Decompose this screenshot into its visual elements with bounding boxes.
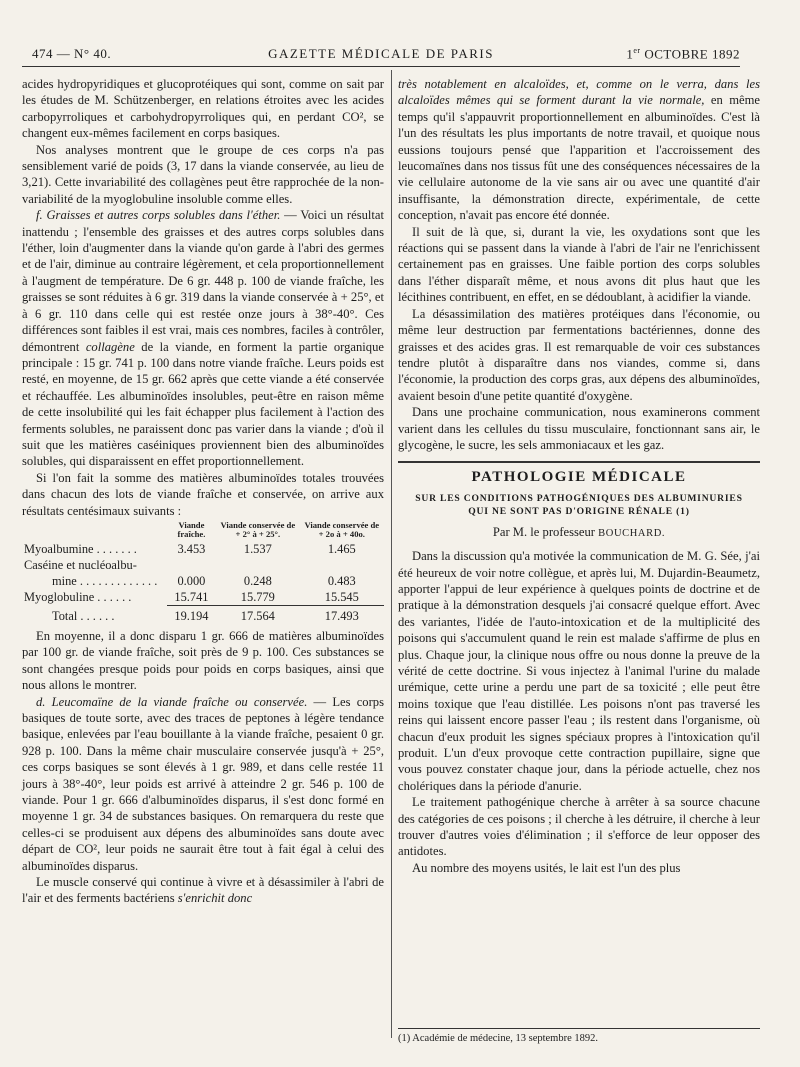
paragraph: Nos analyses montrent que le groupe de ces corps n'a pas sensiblement varié de poids (3, 17 dans la viande conservée, au lieu de 3,21). Cette invariabilité des collagènes peut être rapprochée de la non-variabilité de la myoglobuline insoluble comme elles. — [22, 142, 384, 206]
left-column — [22, 76, 384, 907]
paragraph: acides hydropyridiques et glucoprotéiques qui sont, comme on sait par les études de M. Schützenberger, en relations étroites avec les acides carbopyrroliques et carbohydropyrroliques qui, en perdant CO², se changent eux-mêmes facilement en corps basiques. — [22, 77, 384, 141]
paragraph: Le traitement pathogénique cherche à arrêter à sa source chacune des catégories de ces poisons ; il cherche à les détruire, il cherche à leur trouver d'autres voies d'élimination ; il s'efforce de leur opposer des antidotes. — [398, 795, 760, 859]
table-row: mine . . . . . . . . . . . . . 0.000 0.248 0.483 — [52, 573, 356, 588]
paragraph: d. Leucomaïne de la viande fraîche ou conservée. — Les corps basiques de toute sorte, avec des traces de peptones à légère tendance basique, enlevées par l'eau bouillante à la viande fraîche, pesaient 0 gr. 928 p. 100. Dans la même chair musculaire conservée jusqu'à + 25°, ces corps basiques se sont élevés à 1 gr. 989, et dans celle restée 11 jours à 38°-40°, leur poids est arrivé à atteindre 2 gr. 546 p. 100 de viande. Pour 1 gr. 666 d'albuminoïdes disparus, il s'est donc formé en moyenne 1 gr. 34 de substances basiques. On remarquera du reste que celles-ci se produisent aux dépens des albuminoïdes sans doute avec départ de CO², leur poids ne saurait être tout à fait égal à celui des albuminoïdes disparus. — [22, 694, 384, 873]
journal-title: GAZETTE MÉDICALE DE PARIS — [268, 46, 494, 61]
paragraph: Il suit de là que, si, durant la vie, les oxydations sont que les réactions qui se passent dans la viande à l'abri de l'air ne l'enrichissent certainement pas en graisses. Une faible portion des corps solubles dans l'éther disparaît même, et nous avons dit plus haut que les lécithines contribuent, en effet, en se dédoublant, à acidifier la viande. — [398, 224, 760, 305]
subsection-label: f. Graisses et autres corps solubles dans l'éther. — [36, 208, 281, 223]
issue-date: 1er OCTOBRE 1892 — [626, 46, 740, 62]
paragraph: La désassimilation des matières protéiques dans l'économie, ou même leur destruction par fermentations bactériennes, donne des graisses et des acides gras. Il est remarquable de voir ces substances tendre plutôt à disparaître dans nos viandes, comme si, dans l'économie, la production des corps gras, aux dépens des albuminoïdes, avaient besoin d'une petite quantité d'oxygène. — [398, 306, 760, 403]
header-rule — [22, 66, 740, 67]
table-row: Caséine et nucléoalbu- — [24, 557, 137, 572]
page-number: 474 — N° 40. — [32, 46, 112, 61]
page-header — [22, 40, 740, 66]
section-title: PATHOLOGIE MÉDICALE — [471, 469, 687, 486]
column-divider — [391, 70, 392, 1038]
albuminoid-table — [22, 521, 384, 624]
section-rule — [398, 461, 760, 463]
paragraph: En moyenne, il a donc disparu 1 gr. 666 de matières albuminoïdes par 100 gr. de viande fraîche, soit près de 9 p. 100. Ces substances se sont changées presque poids pour poids en corps basiques, ainsi que nous allons le montrer. — [22, 628, 384, 693]
table-total-row: Total . . . . . . 19.194 17.564 17.493 — [52, 608, 359, 623]
paragraph: Le muscle conservé qui continue à vivre et à désassimiler à l'abri de l'air et des ferments bactériens s'enrichit donc — [22, 875, 384, 906]
paragraph: Au nombre des moyens usités, le lait est l'un des plus — [412, 860, 681, 875]
table-row: Myoglobuline . . . . . . 15.741 15.779 15.545 — [22, 589, 384, 606]
paragraph: f. Graisses et autres corps solubles dans l'éther. — Voici un résultat inattendu ; l'ensemble des graisses et des autres corps solubles dans l'éther, loin d'augmenter dans la viande qu'on garde à l'abri des germes et de l'air, diminue au contraire légèrement, et cela proportionnellement à l'augment de température. De 6 gr. 448 p. 100 de viande fraîche, les graisses se sont réduites à 6 gr. 319 dans la viande conservée à + 25°, et à 6 gr. 110 dans celle qui est restée onze jours à 38°-40°. Ces différences sont faibles il est vrai, mais ces nombres, faciles à contrôler, démontrent collagène de la viande, en forment la partie organique principale : 15 gr. 741 p. 100 dans notre viande fraîche. Leurs poids est resté, en moyenne, de 15 gr. 662 après que cette viande a été conservée et réchauffée. Les albuminoïdes insolubles, peut-être en raison même de cette insolubilité qui les fait échapper plus facilement à l'action des ferments solubles, ne paraissent donc pas varier dans la viande ; d'où il suit que les matières caséiniques proviennent bien des albuminoïdes solubles, qui disparaissent en effet proportionnellement. — [22, 208, 384, 469]
paragraph: Dans la discussion qu'a motivée la communication de M. G. Sée, j'ai été heureux de voir notre collègue, et après lui, M. Dujardin-Beaumetz, apporter l'appui de leur expérience à quelques points de doctrine et de pratique à la démonstration desquels j'ai consacré quelque effort. Avec des variantes, l'idée de l'auto-intoxication et de la multiplicité des poisons qui s'accumulent quand le rein est malade s'affirme de plus en plus. Chaque jour, la clinique nous offre ou nous donne la preuve de la vérité de cette doctrine. Si vous injectez à l'animal l'urine du malade urémique, cette urine a perdu une part de sa toxicité ; elle peut être moins toxique que l'eau distillée. Les poisons n'ont pas traversé les reins qui laissent encore passer l'eau ; ils restent dans l'organisme, où chacun d'eux produit les signes spéciaux propres à l'intoxication qu'il produit. L'un d'eux provoque cette contraction pupillaire, signe que vous pouvez constater chaque jour, dans la période actuelle, chez nos cholériques dans la période d'anurie. — [398, 549, 760, 793]
right-column — [398, 76, 760, 876]
paragraph: Dans une prochaine communication, nous examinerons comment varient dans les cellules du tissu musculaire, fonctionnant sans air, le glycogène, le sucre, les sels ammoniacaux et les gaz. — [398, 405, 760, 452]
paragraph: Si l'on fait la somme des matières albuminoïdes totales trouvées dans chacun des lots de viande fraîche et conservée, on arrive aux résultats centésimaux suivants : — [22, 470, 384, 518]
col-header: Viande conservée de + 2o à + 40o. — [304, 519, 380, 539]
col-header: Viande fraîche. — [177, 519, 206, 539]
col-header: Viande conservée de + 2° à + 25°. — [220, 519, 296, 539]
section-subtitle: SUR LES CONDITIONS PATHOGÉNIQUES DES ALBUMINURIES QUI NE SONT PAS D'ORIGINE RÉNALE (1) — [415, 492, 743, 517]
paragraph: très notablement en alcaloïdes, et, comme on le verra, dans les alcaloïdes mêmes qui se forment durant la vie normale, en même temps qu'il s'appauvrit proportionnellement en albuminoïdes. C'est là l'un des résultats les plus importants de notre travail, et quoique nous eussions toujours pensé que l'apparition et l'accroissement des leucomaïnes dans nos tissus fût une des conséquences nécessaires de la vie cellulaire autonome de la vie sans air ou avec une quantité d'air insuffisante, la démonstration directe, expérimentale, de cette conception, n'avait pas encore été donnée. — [398, 77, 760, 223]
byline: Par M. le professeur BOUCHARD. — [492, 524, 666, 539]
footnote: (1) Académie de médecine, 13 septembre 1892. — [398, 1028, 760, 1044]
table-row: Myoalbumine . . . . . . . 3.453 1.537 1.465 — [24, 541, 356, 556]
subsection-label: d. Leucomaïne de la viande fraîche ou conservée. — [36, 694, 308, 709]
